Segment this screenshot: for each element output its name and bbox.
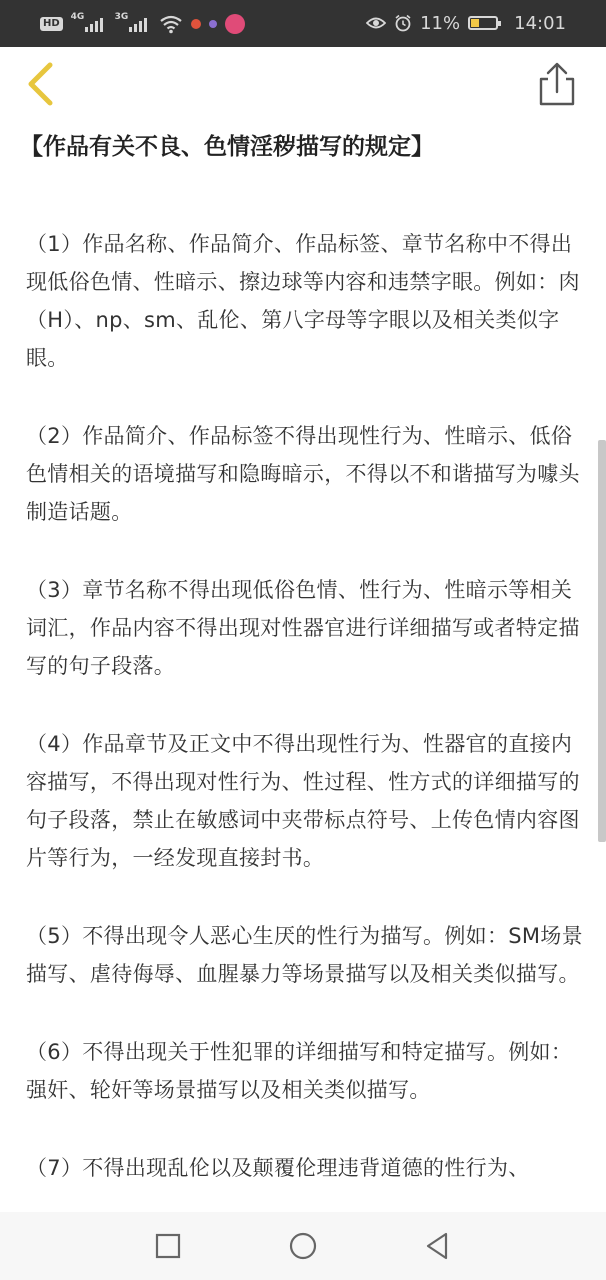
nav-back-button[interactable] [422, 1230, 454, 1262]
rule-paragraph: （4）作品章节及正文中不得出现性行为、性器官的直接内容描写，不得出现对性行为、性过程、性方式的详细描写的句子段落，禁止在敏感词中夹带标点符号、上传色情内容图片等行为，一经发现直接封书。 [26, 732, 580, 870]
status-right [366, 10, 566, 36]
network-type-label: 3G [114, 12, 129, 22]
hd-badge: HD [40, 17, 63, 31]
home-icon [287, 1230, 319, 1262]
signal-3g-icon [115, 14, 151, 34]
rule-paragraph: （1）作品名称、作品简介、作品标签、章节名称中不得出现低俗色情、性暗示、擦边球等内容和违禁字眼。例如：肉（H）、np、sm、乱伦、第八字母等字眼以及相关类似字眼。 [26, 232, 580, 370]
rule-paragraph: （5）不得出现令人恶心生厌的性行为描写。例如：SM场景描写、虐待侮辱、血腥暴力等场景描写以及相关类似描写。 [26, 924, 583, 986]
page-title: 【作品有关不良、色情淫秽描写的规定】 [20, 134, 434, 160]
battery-percent: 11% [420, 12, 461, 34]
rule-paragraph: （7）不得出现乱伦以及颠覆伦理违背道德的性行为、 [26, 1156, 530, 1180]
chevron-left-icon [22, 59, 62, 109]
status-left [40, 12, 245, 36]
notification-dot-icon [209, 20, 217, 28]
article-content [20, 127, 586, 1227]
signal-4g-icon [71, 14, 107, 34]
system-nav-bar [0, 1212, 606, 1280]
recent-apps-button[interactable] [152, 1230, 184, 1262]
home-button[interactable] [287, 1230, 319, 1262]
share-button[interactable] [536, 61, 578, 107]
rule-paragraph: （2）作品简介、作品标签不得出现性行为、性暗示、低俗色情相关的语境描写和隐晦暗示，不得以不和谐描写为噱头制造话题。 [26, 424, 580, 524]
back-icon [422, 1230, 454, 1262]
rule-paragraph: （6）不得出现关于性犯罪的详细描写和特定描写。例如：强奸、轮奸等场景描写以及相关类似描写。 [26, 1040, 573, 1102]
app-badge-icon [225, 14, 245, 34]
rule-paragraph: （3）章节名称不得出现低俗色情、性行为、性暗示等相关词汇，作品内容不得出现对性器官进行详细描写或者特定描写的句子段落。 [26, 578, 580, 678]
share-icon [536, 61, 578, 107]
battery-icon [468, 16, 498, 30]
notification-dot-icon [191, 19, 201, 29]
status-bar [0, 0, 606, 47]
top-app-bar [0, 47, 606, 121]
eye-icon [366, 16, 386, 30]
recent-apps-icon [152, 1230, 184, 1262]
network-type-label: 4G [70, 12, 85, 22]
scrollbar-thumb[interactable] [598, 440, 606, 842]
clock-time: 14:01 [514, 12, 566, 34]
alarm-icon [394, 14, 412, 32]
back-button[interactable] [22, 59, 62, 109]
wifi-icon [159, 14, 183, 34]
